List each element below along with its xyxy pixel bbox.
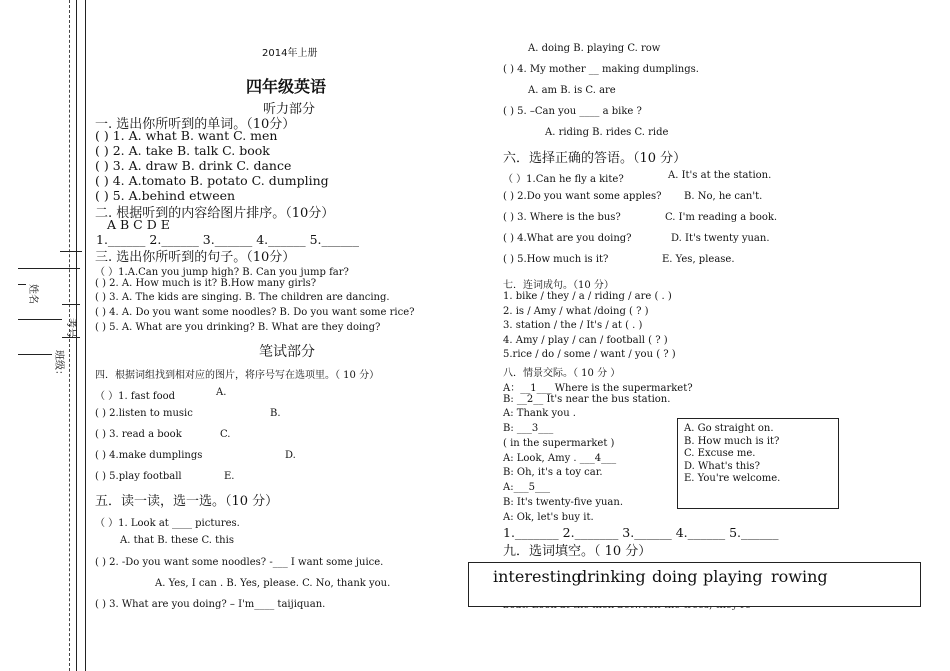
word-bank-word: doing — [652, 567, 698, 586]
name-field-line-1 — [60, 251, 82, 252]
section-6-question: ( ) 3. Where is the bus? — [503, 212, 621, 223]
section-5-options: A. Yes, I can . B. Yes, please. C. No, thank you. — [155, 578, 391, 589]
section-3-heading: 三. 选出你所听到的句子。（10分） — [95, 250, 296, 265]
section-5-item: （ ）1. Look at ____ pictures. — [95, 518, 240, 529]
section-5-item: ( ) 3. What are you doing? – I'm____ taijiquan. — [95, 599, 326, 610]
section-4-item: ( ) 4.make dumplings — [95, 450, 203, 461]
section-5-options: A. riding B. rides C. ride — [545, 127, 669, 138]
section-8-heading: 八．情景交际。（ 10 分 ） — [503, 368, 621, 379]
number-field-line-1 — [18, 319, 62, 320]
section-1-item: ( ) 3. A. draw B. drink C. dance — [95, 158, 292, 173]
section-6-answer: E. Yes, please. — [662, 254, 735, 265]
section-6-answer: B. No, he can't. — [684, 191, 763, 202]
section-6-question: ( ) 2.Do you want some apples? — [503, 191, 662, 202]
name-label: 姓名 — [27, 284, 38, 304]
dialogue-line: B: __2__ It's near the bus station. — [503, 394, 671, 405]
section-6-question: （ ）1.Can he fly a kite? — [503, 174, 624, 185]
section-4-item: ( ) 5.play football — [95, 471, 182, 482]
section-1-heading: 一. 选出你所听到的单词。（10分） — [95, 117, 296, 132]
dialogue-option: A. Go straight on. — [684, 423, 774, 434]
listening-title: 听力部分 — [263, 102, 316, 117]
dialogue-option: C. Excuse me. — [684, 448, 756, 459]
dialogue-line: B: ___3___ — [503, 423, 554, 434]
section-7-item: 2. is / Amy / what /doing ( ? ) — [503, 306, 649, 317]
section-4-option: A. — [216, 387, 227, 398]
dialogue-line: B: Oh, it's a toy car. — [503, 467, 603, 478]
word-bank-box — [468, 562, 921, 607]
section-4-heading: 四．根据词组找到相对应的图片，将序号写在选项里。（ 10 分） — [95, 370, 380, 381]
dialogue-line: A：__1___ Where is the supermarket? — [503, 383, 693, 394]
dialogue-line: B: It's twenty-five yuan. — [503, 497, 623, 508]
dialogue-line: ( in the supermarket ) — [503, 438, 615, 449]
section-4-item: ( ) 2.listen to music — [95, 408, 193, 419]
word-bank-word: drinking — [577, 567, 646, 586]
section-3-item: ( ) 2. A. How much is it? B.How many girls? — [95, 278, 317, 289]
section-7-item: 4. Amy / play / can / football ( ? ) — [503, 335, 668, 346]
section-5-item: ( ) 4. My mother __ making dumplings. — [503, 64, 699, 75]
word-bank-word: rowing — [771, 567, 828, 586]
section-6-answer: C. I'm reading a book. — [665, 212, 778, 223]
section-2-blanks: 1.______ 2.______ 3.______ 4.______ 5.______ — [96, 232, 360, 247]
section-7-item: 3. station / the / It's / at ( . ) — [503, 320, 643, 331]
section-7-item: 5.rice / do / some / want / you ( ? ) — [503, 349, 676, 360]
term-label: 2014年上册 — [262, 48, 318, 59]
class-field-line — [18, 354, 52, 355]
section-3-item: （ ）1.A.Can you jump high? B. Can you jump far? — [95, 267, 349, 278]
section-5-heading: 五．读一读，选一选。（10 分） — [95, 494, 279, 509]
section-2-heading: 二. 根据听到的内容给图片排序。（10分） — [95, 206, 335, 221]
section-5-item: ( ) 2. -Do you want some noodles? -___ I want some juice. — [95, 557, 384, 568]
writing-title: 笔试部分 — [259, 344, 315, 360]
section-5-options: A. doing B. playing C. row — [528, 43, 661, 54]
section-1-item: ( ) 4. A.tomato B. potato C. dumpling — [95, 173, 329, 188]
section-9-heading: 九．选词填空。（ 10 分） — [503, 544, 652, 559]
section-7-item: 1. bike / they / a / riding / are ( . ) — [503, 291, 672, 302]
section-3-item: ( ) 5. A. What are you drinking? B. What are they doing? — [95, 322, 381, 333]
section-8-blanks: 1._______ 2._______ 3.______ 4.______ 5.______ — [503, 525, 779, 540]
dialogue-option: D. What's this? — [684, 461, 760, 472]
binding-line-right — [85, 0, 86, 671]
section-4-item: ( ) 3. read a book — [95, 429, 182, 440]
section-4-option: D. — [285, 450, 296, 461]
dialogue-line: A: Ok, let's buy it. — [503, 512, 594, 523]
class-label: 班级： — [53, 350, 64, 380]
dialogue-line: A: Thank you . — [503, 408, 576, 419]
section-1-item: ( ) 5. A.behind etween — [95, 188, 236, 203]
section-5-options: A. am B. is C. are — [528, 85, 616, 96]
dialogue-option: E. You're welcome. — [684, 473, 781, 484]
section-4-option: C. — [220, 429, 231, 440]
number-field-line-2 — [62, 337, 80, 338]
word-bank-word: playing — [703, 567, 763, 586]
section-5-item: ( ) 5. –Can you ____ a bike ? — [503, 106, 642, 117]
section-6-question: ( ) 5.How much is it? — [503, 254, 609, 265]
section-6-answer: D. It's twenty yuan. — [671, 233, 770, 244]
section-6-question: ( ) 4.What are you doing? — [503, 233, 632, 244]
name-field-line-3 — [18, 284, 26, 285]
number-label: 考号 — [65, 318, 76, 338]
page-title: 四年级英语 — [246, 77, 327, 96]
section-7-heading: 七．连词成句。（10 分） — [503, 280, 614, 291]
dialogue-options-box — [677, 418, 839, 509]
section-2-letters: A B C D E — [107, 217, 170, 232]
section-6-answer: A. It's at the station. — [668, 170, 772, 181]
dialogue-line: A:___5___ — [503, 482, 550, 493]
section-4-item: （ ）1. fast food — [95, 391, 176, 402]
section-1-item: ( ) 2. A. take B. talk C. book — [95, 143, 270, 158]
word-bank-word: interesting — [493, 567, 582, 586]
dialogue-option: B. How much is it? — [684, 436, 780, 447]
name-field-line-4 — [62, 304, 80, 305]
section-1-item: ( ) 1. A. what B. want C. men — [95, 128, 278, 143]
name-field-line-2 — [18, 268, 80, 269]
section-4-option: E. — [224, 471, 235, 482]
section-5-options: A. that B. these C. this — [120, 535, 234, 546]
section-3-item: ( ) 4. A. Do you want some noodles? B. Do you want some rice? — [95, 307, 415, 318]
section-3-item: ( ) 3. A. The kids are singing. B. The children are dancing. — [95, 292, 390, 303]
section-4-option: B. — [270, 408, 281, 419]
dialogue-line: A: Look, Amy . ___4___ — [503, 453, 617, 464]
section-6-heading: 六．选择正确的答语。（10 分） — [503, 151, 687, 166]
